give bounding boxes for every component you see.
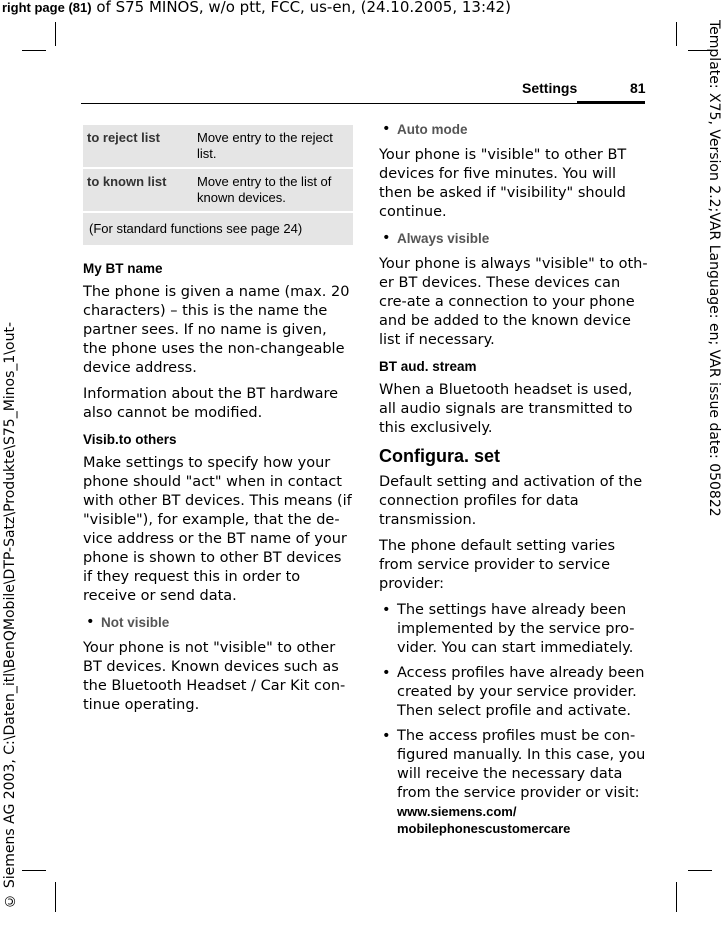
bullet-icon: • (86, 614, 95, 630)
list-item (379, 727, 649, 837)
auto-mode-label: Auto mode (397, 122, 468, 137)
my-bt-name-heading: My BT name (83, 261, 163, 276)
auto-mode-text: Your phone is "visible" to other BT devices for five minutes. You will then be asked if "visibility" should continue. (379, 147, 627, 220)
bullet-icon: • (382, 602, 391, 618)
page-number: 81 (630, 80, 646, 96)
configura-text-2: The phone default setting varies from service provider to service provider: (379, 538, 616, 592)
bullet-icon: • (382, 121, 391, 137)
visib-heading: Visib.to others (83, 432, 177, 447)
right-column (379, 120, 649, 843)
table-row (83, 125, 353, 168)
not-visible-text: Your phone is not "visible" to other BT devices. Known devices such as the Bluetooth Headset / Car Kit con-tinue operating. (83, 640, 346, 713)
list-item-text: Access profiles have already been created by your service provider. Then select profile and activate. (397, 665, 645, 719)
crop-mark (22, 50, 46, 51)
list-item (379, 601, 649, 658)
table-footer: (For standard functions see page 24) (83, 212, 353, 246)
bullet-icon: • (382, 665, 391, 681)
auto-mode-option (379, 120, 649, 140)
crop-mark (688, 870, 712, 871)
production-header-page: right page (81) (2, 0, 92, 15)
production-header-info: of S75 MINOS, w/o ptt, FCC, us-en, (24.10.2005, 13:42) (91, 0, 511, 16)
option-value: Move entry to the list of known devices. (193, 168, 353, 212)
table-row (83, 212, 353, 246)
running-head-title: Settings (522, 80, 578, 96)
bullet-icon: • (382, 728, 391, 744)
options-table (83, 125, 353, 247)
list-item-text: The settings have already been implemented by the service pro-vider. You can start immediately. (397, 602, 635, 656)
support-url-line-1[interactable]: www.siemens.com/ (397, 804, 517, 819)
bt-aud-heading: BT aud. stream (379, 359, 477, 374)
support-url-line-2[interactable]: mobilephonescustomercare (397, 821, 571, 836)
crop-mark (676, 22, 677, 46)
configura-heading: Configura. set (379, 446, 501, 466)
crop-mark (55, 882, 56, 912)
bullet-icon: • (382, 230, 391, 246)
option-value: Move entry to the reject list. (193, 125, 353, 168)
production-header (2, 0, 511, 16)
list-item-text: The access profiles must be con-figured manually. In this case, you will receive the necessary data from the service provider or visit: (397, 728, 646, 801)
option-key: to known list (83, 168, 193, 212)
crop-mark (676, 882, 677, 912)
option-key: to reject list (83, 125, 193, 168)
configura-text-1: Default setting and activation of the connection profiles for data transmission. (379, 474, 643, 528)
not-visible-label: Not visible (101, 615, 170, 630)
list-item (379, 664, 649, 721)
visib-text: Make settings to specify how your phone should "act" when in contact with other BT devices. This means (if "visible"), for example, that the de-vice address or the BT name of your phone is shown to other BT devices if they request this in order to receive or send data. (83, 455, 352, 604)
always-visible-text: Your phone is always "visible" to oth-er BT devices. These devices can cre-ate a connection to your phone and be added to the known device list if necessary. (379, 256, 648, 348)
crop-mark (22, 870, 46, 871)
my-bt-name-text: The phone is given a name (max. 20 characters) – this is the name the partner sees. If no name is given, the phone uses the non-changeable device address. (83, 284, 350, 376)
crop-mark (55, 22, 56, 46)
copyright-path: © Siemens AG 2003, C:\Daten_itl\BenQMobile\DTP-Satz\Produkte\S75_Minos_1\out- (2, 322, 18, 909)
bt-hardware-text: Information about the BT hardware also cannot be modified. (83, 386, 339, 421)
left-column (83, 125, 353, 722)
page-number-rule (577, 101, 645, 104)
always-visible-label: Always visible (397, 231, 490, 246)
not-visible-option (83, 613, 353, 633)
bt-aud-text: When a Bluetooth headset is used, all audio signals are transmitted to this exclusively. (379, 382, 633, 436)
table-row (83, 168, 353, 212)
running-head-rule (81, 103, 645, 104)
template-info: Template: X75, Version 2.2;VAR Language: en; VAR issue date: 050822 (706, 20, 722, 517)
always-visible-option (379, 229, 649, 249)
